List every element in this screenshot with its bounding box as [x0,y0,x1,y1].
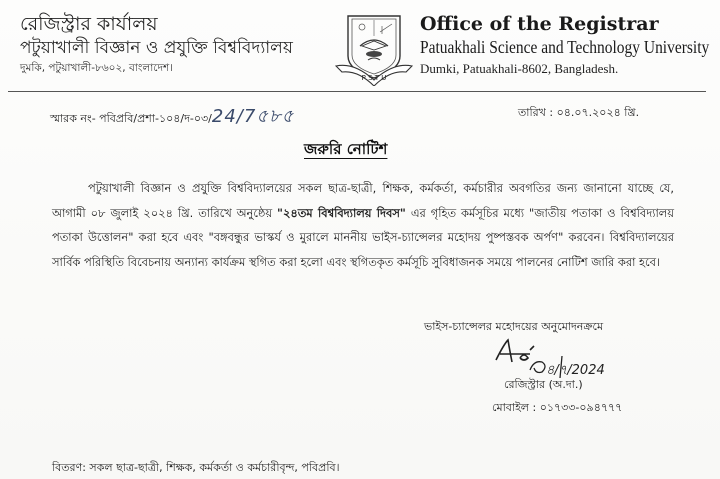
university-crest-icon [334,10,414,86]
bangla-university-name: পটুয়াখালী বিজ্ঞান ও প্রযুক্তি বিশ্ববিদ্যালয় [20,38,293,58]
memo-number [50,102,294,133]
signature-icon [490,336,630,378]
bangla-letterhead [20,12,293,75]
english-office-name: Office of the Registrar [420,13,659,35]
distribution-list: বিতরণ: সকল ছাত্র-ছাত্রী, শিক্ষক, কর্মকর্তা ও কর্মচারীবৃন্দ, পবিপ্রবি। [52,461,340,474]
body-part-1: পটুয়াখালী বিজ্ঞান ও প্রযুক্তি বিশ্ববিদ্যালয়ের সকল ছাত্র-ছাত্রী, শিক্ষক, কর্মকর্তা, কর্মচারীর অবগতির জন্য জানানো যাচ্ছে যে, আগামী ০৮ জুলাই ২০২৪ খ্রি. তারিখে অনুষ্ঠেয় [52,181,674,220]
bangla-address: দুমকি, পটুয়াখালী-৮৬০২, বাংলাদেশ। [20,62,173,74]
signatory-mobile: মোবাইল : ০১৭৩৩-০৯৪৭৭৭ [492,401,623,414]
signatory-role: রেজিস্ট্রার (অ.দা.) [504,378,583,391]
svg-text:৪/৭/2024: ৪/৭/2024 [546,363,605,378]
memo-handwritten-number: 24/7৫৮৫ [211,106,295,127]
approval-line: ভাইস-চ্যান্সেলর মহোদয়ের অনুমোদনক্রমে [424,320,604,333]
body-part-2: এর গৃহিত কর্মসূচির মধ্যে "জাতীয় পতাকা ও বিশ্ববিদ্যালয় পতাকা উত্তোলন" করা হবে এবং "বঙ্গবন্ধুর ভাস্কর্য ও মুরালে মাননীয় ভাইস-চ্যান্সেলর মহোদয় পুষ্পস্তবক অর্পণ" করবেন। বিশ্ববিদ্যালয়ের সার্বিক পরিস্থিতি বিবেচনায় অন্যান্য কার্যক্রম স্থগিত করা হলো এবং স্থগিতকৃত কর্মসূচি সুবিধাজনক সময়ে পালনের নোটিশ জারি করা হবে। [52,205,674,269]
notice-date: তারিখ : ০৪.০৭.২০২৪ খ্রি. [518,106,640,119]
bangla-office-name: রেজিস্ট্রার কার্যালয় [20,13,158,35]
svg-text:P S T U: P S T U [361,74,387,82]
english-address: Dumki, Patuakhali-8602, Bangladesh. [420,61,619,76]
english-letterhead [420,12,720,78]
event-name: "২৪তম বিশ্ববিদ্যালয় দিবস" [277,205,406,220]
header-divider [8,91,706,92]
notice-body [52,176,674,274]
notice-title: জরুরি নোটিশ [304,140,388,158]
signature-block [424,318,623,414]
english-university-name: Patuakhali Science and Technology University [420,37,710,57]
memo-label: স্মারক নং- পবিপ্রবি/প্রশা-১০৪/দ-০৩/ [50,112,212,125]
